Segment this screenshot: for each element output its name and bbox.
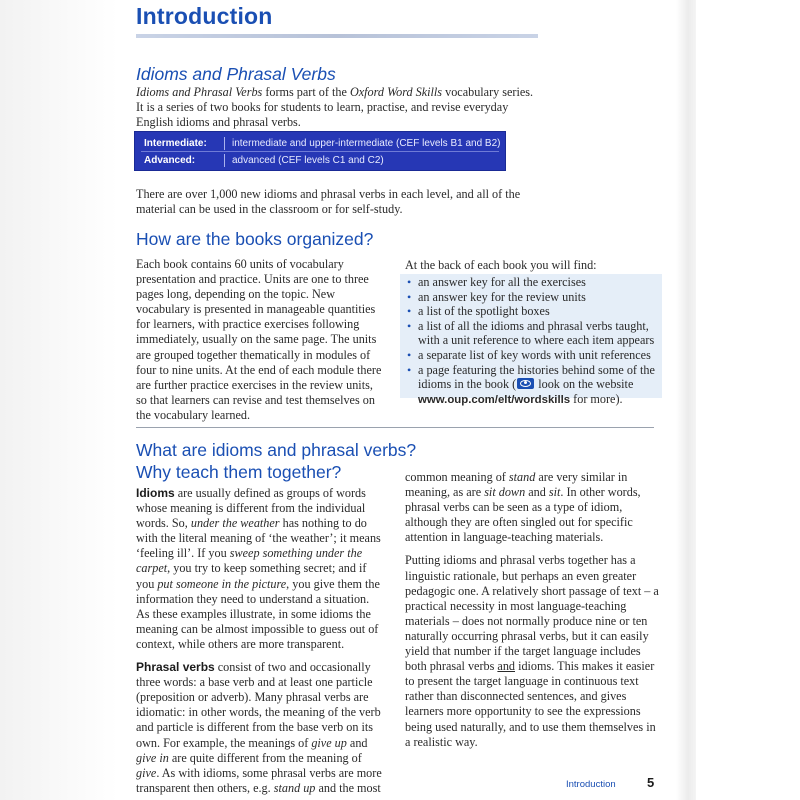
series-name: Oxford Word Skills — [349, 85, 443, 99]
list-item: • a list of the spotlight boxes — [407, 304, 550, 319]
eye-icon — [517, 378, 534, 389]
list-item: • an answer key for the review units — [407, 289, 586, 304]
level-label: Intermediate: — [144, 138, 207, 149]
rationale-column — [405, 470, 663, 750]
list-item: • an answer key for all the exercises — [407, 275, 586, 289]
intro-text-a: forms part of the — [262, 85, 350, 99]
bullet-icon: • — [407, 318, 412, 333]
title-line-2: Why teach them together? — [136, 461, 342, 482]
phrasal-verbs-definition: Phrasal verbs consist of two and occasionally three words: a base verb and at least one particle (preposition or adverb). Many phrasal verbs are idiomatic: in other words, the meaning of the verb and particle is different from the base verb on its own. For example, the meanings of give up and give in are quite different from the meaning of give. As with idioms, some phrasal verbs are more transparent then others, e.g. stand up and the most — [136, 660, 382, 795]
idioms-definition: Idioms are usually defined as groups of words whose meaning is different from the individual words. So, under the weather has nothing to do with the literal meaning of ‘the weather’; it means ‘feeling ill’. If you sweep something under the carpet, you try to keep something secret; and if you put someone in the picture, you give them the information they need to understand a situation. As these examples illustrate, in some idioms the meaning can be almost impossible to guess out of context, while others are more transparent. — [136, 486, 381, 651]
section-title-what-are-idioms — [136, 440, 436, 483]
section-title-organization: How are the books organized? — [136, 229, 374, 249]
page-edge-shadow — [676, 0, 696, 800]
list-item: • a list of all the idioms and phrasal verbs taught, with a unit reference to where each item appears — [407, 318, 655, 348]
level-value: intermediate and upper-intermediate (CEF levels B1 and B2) — [232, 138, 501, 149]
levels-box — [134, 131, 506, 171]
keyword-idioms: Idioms — [136, 486, 175, 500]
level-row-advanced — [135, 151, 505, 170]
website-link[interactable]: www.oup.com/elt/wordskills — [418, 393, 571, 406]
series-description — [136, 85, 536, 130]
level-value: advanced (CEF levels C1 and C2) — [232, 155, 384, 166]
definitions-column — [136, 486, 384, 796]
rationale-paragraph: Putting idioms and phrasal verbs together has a linguistic rationale, but perhaps an even greater pedagogic one. A relatively short passage of text – a practical necessity in most language-teaching materials – does not normally produce nine or ten naturally occurring phrasal verbs, but it can easily yield that number if the target language includes both phrasal verbs and idioms. This makes it easier to present the target language in continuous text rather than disconnected sentences, and gives learners more opportunity to see the expressions being used naturally, and to use them themselves in a realistic way. — [405, 553, 659, 749]
bullet-icon: • — [407, 304, 412, 319]
page-title: Introduction — [136, 3, 273, 29]
keyword-phrasal-verbs: Phrasal verbs — [136, 660, 215, 675]
level-label: Advanced: — [144, 155, 196, 166]
footer-section-label: Introduction — [566, 779, 616, 790]
intro-text-b: vocabulary series. It is a series of two books for students to learn, practise, and revise everyday English idioms and phrasal verbs. — [136, 85, 534, 130]
section-title-idioms-phrasal-verbs: Idioms and Phrasal Verbs — [136, 64, 336, 84]
bullet-icon: • — [407, 275, 412, 289]
level-divider — [224, 137, 225, 150]
bullet-icon: • — [407, 347, 412, 362]
title-underline — [136, 34, 538, 38]
section-divider — [136, 427, 654, 428]
book-title: Idioms and Phrasal Verbs — [136, 85, 263, 99]
organization-paragraph: Each book contains 60 units of vocabulary presentation and practice. Units are one to three pages long, depending on the topic. New vocabulary is presented in manageable quantities for learners, with practice exercises following immediately, usually on the same page. The units are grouped together thematically in modules of four to nine units. At the end of each module there are further practice exercises in the review units, so that learners can revise and test themselves on the vocabulary learned. — [136, 257, 382, 422]
list-item-histories: • a page featuring the histories behind some of the idioms in the book ( look on the website www.oup.com/elt/wordskills for more). — [407, 362, 655, 406]
bullet-icon: • — [407, 362, 412, 377]
bullet-icon: • — [407, 289, 412, 304]
page-gutter-shadow — [0, 0, 118, 800]
phrasal-as-idiom-paragraph: common meaning of stand are very similar in meaning, as are sit down and sit. In other words, phrasal verbs can be seen as a type of idiom, although they are often singled out for specific attention in language-teaching materials. — [405, 470, 641, 545]
page-number: 5 — [647, 775, 655, 790]
title-line-1: What are idioms and phrasal verbs? — [136, 440, 417, 460]
back-of-book-intro: At the back of each book you will find: — [405, 258, 597, 272]
list-item: • a separate list of key words with unit references — [407, 347, 651, 362]
back-of-book-list — [407, 275, 659, 407]
level-divider — [224, 154, 225, 167]
idiom-count-paragraph: There are over 1,000 new idioms and phrasal verbs in each level, and all of the material can be used in the classroom or for self-study. — [136, 187, 521, 217]
